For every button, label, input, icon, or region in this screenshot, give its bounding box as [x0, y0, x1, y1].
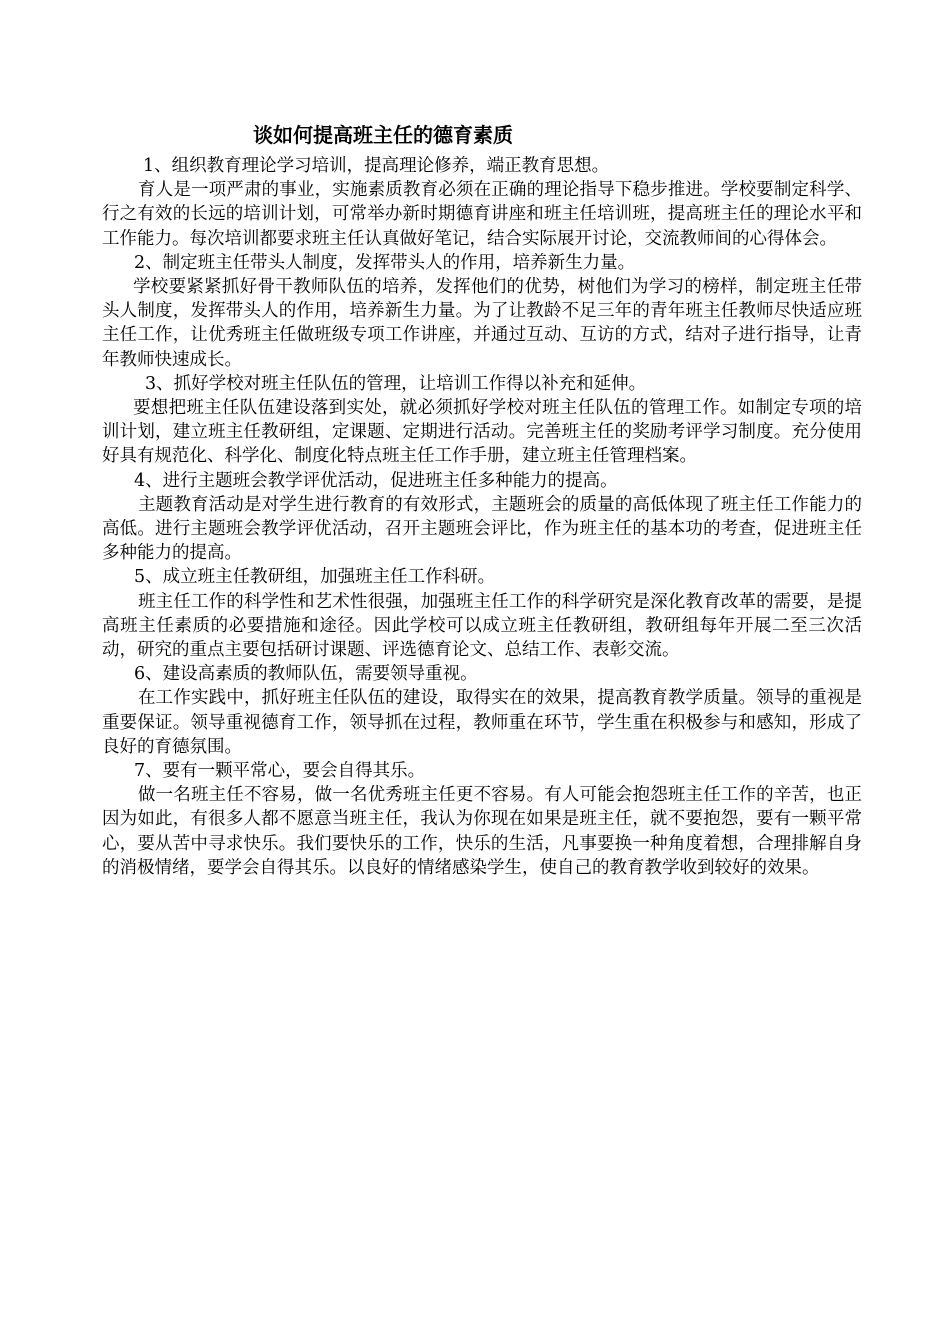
- section-paragraph-6: 在工作实践中，抓好班主任队伍的建设，取得实在的效果，提高教育教学质量。领导的重视是重要保证。领导重视德育工作，领导抓在过程，教师重在环节，学生重在积极参与和感知，形成了良好的育德氛围。: [102, 688, 862, 757]
- document-title: 谈如何提高班主任的德育素质: [253, 123, 513, 147]
- section-heading-3: 3、抓好学校对班主任队伍的管理，让培训工作得以补充和延伸。: [145, 373, 647, 394]
- section-heading-2: 2、制定班主任带头人制度，发挥带头人的作用，培养新生力量。: [134, 252, 636, 273]
- section-paragraph-3: 要想把班主任队伍建设落到实处，就必须抓好学校对班主任队伍的管理工作。如制定专项的培训计划，建立班主任教研组，定课题、定期进行活动。完善班主任的奖励考评学习制度。充分使用好具有规范化、科学化、制度化特点班主任工作手册，建立班主任管理档案。: [102, 398, 862, 467]
- section-paragraph-4: 主题教育活动是对学生进行教育的有效形式，主题班会的质量的高低体现了班主任工作能力的高低。进行主题班会教学评优活动，召开主题班会评比，作为班主任的基本功的考查，促进班主任多种能力的提高。: [102, 494, 862, 564]
- section-heading-7: 7、要有一颗平常心，要会自得其乐。: [134, 761, 426, 782]
- section-heading-5: 5、成立班主任教研组，加强班主任工作科研。: [134, 567, 496, 588]
- section-paragraph-7: 做一名班主任不容易，做一名优秀班主任更不容易。有人可能会抱怨班主任工作的辛苦，也正因为如此，有很多人都不愿意当班主任，我认为你现在如果是班主任，就不要抱怨，要有一颗平常心，要从苦中寻求快乐。我们要快乐的工作，快乐的生活，凡事要换一种角度着想，合理排解自身的消极情绪，要学会自得其乐。以良好的情绪感染学生，使自己的教育教学收到较好的效果。: [102, 785, 862, 878]
- section-heading-6: 6、建设高素质的教师队伍，需要领导重视。: [134, 664, 478, 685]
- section-heading-4: 4、进行主题班会教学评优活动，促进班主任多种能力的提高。: [134, 470, 618, 491]
- section-paragraph-2: 学校要紧紧抓好骨干教师队伍的培养，发挥他们的优势，树他们为学习的榜样，制定班主任带头人制度，发挥带头人的作用，培养新生力量。为了让教龄不足三年的青年班主任教师尽快适应班主任工作，让优秀班主任做班级专项工作讲座，并通过互动、互访的方式，结对子进行指导，让青年教师快速成长。: [102, 277, 862, 370]
- section-heading-1: 1、组织教育理论学习培训，提高理论修养，端正教育思想。: [143, 156, 610, 176]
- document-body: [102, 154, 862, 880]
- section-paragraph-5: 班主任工作的科学性和艺术性很强，加强班主任工作的科学研究是深化教育改革的需要，是提高班主任素质的必要措施和途径。因此学校可以成立班主任教研组，教研组每年开展二至三次活动，研究的重点主要包括研讨课题、评选德育论文、总结工作、表彰交流。: [102, 591, 862, 661]
- section-paragraph-1: 育人是一项严肃的事业，实施素质教育必须在正确的理论指导下稳步推进。学校要制定科学、行之有效的长远的培训计划，可常举办新时期德育讲座和班主任培训班，提高班主任的理论水平和工作能力。每次培训都要求班主任认真做好笔记，结合实际展开讨论，交流教师间的心得体会。: [102, 180, 862, 249]
